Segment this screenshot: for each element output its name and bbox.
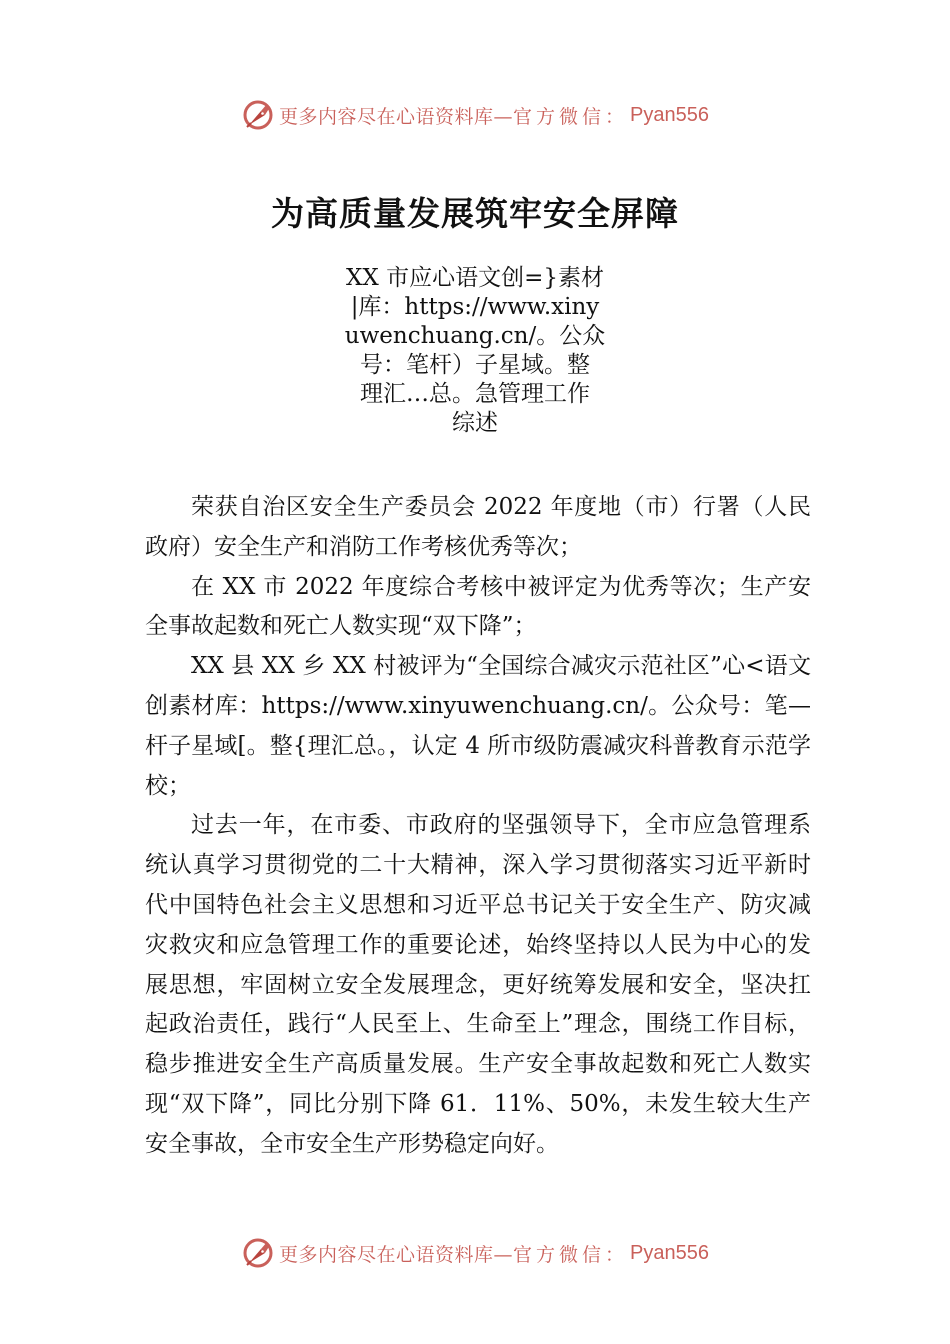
- body-paragraph: 荣获自治区安全生产委员会 2022 年度地（市）行署（人民政府）安全生产和消防工作考核优秀等次；: [145, 494, 811, 560]
- byline-line: |库：https://www.xiny: [350, 294, 600, 320]
- byline-line: 号：笔杆）子星域。整: [360, 352, 590, 378]
- byline-line: XX 市应心语文创=}素材: [346, 265, 604, 291]
- footer-banner: [0, 1233, 950, 1273]
- body-paragraph: 过去一年，在市委、市政府的坚强领导下，全市应急管理系统认真学习贯彻党的二十大精神，深入学习贯彻落实习近平新时代中国特色社会主义思想和习近平总书记关于安全生产、防灾减灾救灾和应急管理工作的重要论述，始终坚持以人民为中心的发展思想，牢固树立安全发展理念，更好统筹发展和安全，坚决扛起政治责任，践行“人民至上、生命至上”理念，围绕工作目标，稳步推进安全生产高质量发展。生产安全事故起数和死亡人数实现“双下降”，同比分别下降 61．11%、50%，未发生较大生产安全事故，全市安全生产形势稳定向好。: [145, 812, 811, 1157]
- header-banner: [0, 95, 950, 135]
- banner-wechat-id: Pyan556: [630, 103, 709, 126]
- document-byline: [338, 264, 612, 438]
- banner-wechat-label: 官方微信：: [513, 1243, 629, 1266]
- byline-line: 理汇…总。急管理工作: [360, 381, 590, 407]
- byline-line: 综述: [452, 410, 498, 436]
- document-body: [145, 488, 811, 1165]
- banner-wechat-id: Pyan556: [630, 1241, 709, 1264]
- body-paragraph: 在 XX 市 2022 年度综合考核中被评定为优秀等次；生产安全事故起数和死亡人数实现“双下降”；: [145, 573, 811, 640]
- document-title: 为高质量发展筑牢安全屏障: [271, 194, 679, 233]
- pen-nib-logo-icon: [241, 98, 275, 132]
- banner-text: 更多内容尽在心语资料库—: [279, 1243, 514, 1266]
- body-paragraph: XX 县 XX 乡 XX 村被评为“全国综合减灾示范社区”心<语文创素材库：https://www.xinyuwenchuang.cn/。公众号：笔—杆子星域[。整{理汇总。，认定 4 所市级防震减灾科普教育示范学校；: [145, 653, 811, 799]
- pen-nib-logo-icon: [241, 1236, 275, 1270]
- banner-wechat-label: 官方微信：: [513, 105, 629, 128]
- banner-text: 更多内容尽在心语资料库—: [279, 105, 514, 128]
- byline-line: uwenchuang.cn/。公众: [344, 323, 606, 349]
